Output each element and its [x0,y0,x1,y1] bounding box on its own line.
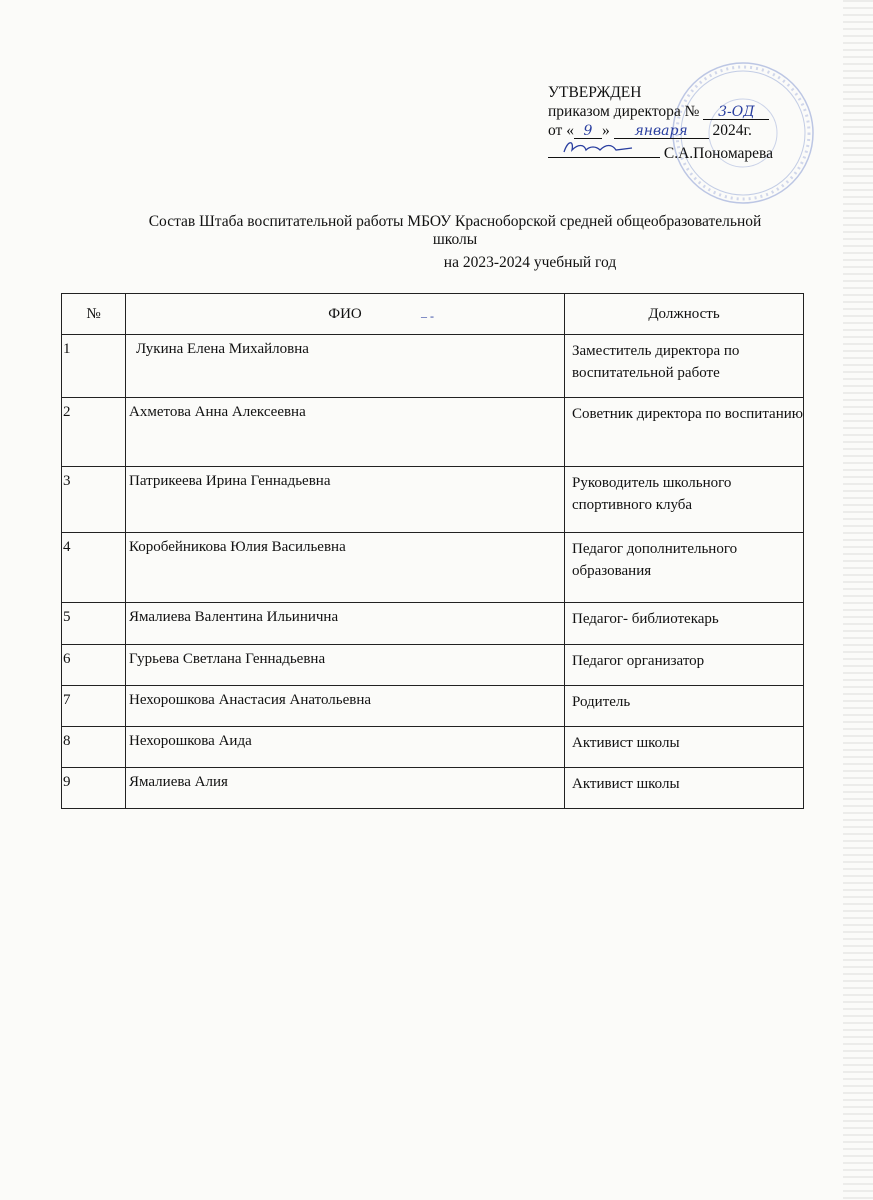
row-position: Активист школы [565,727,804,768]
column-header-fio [126,294,565,335]
table-row [62,398,804,467]
scan-edge-noise [843,0,873,1200]
row-number: 1 [62,335,126,398]
row-number: 4 [62,533,126,603]
date-day: 9 [574,124,602,139]
row-position: Руководитель школьного спортивного клуба [565,467,804,533]
row-fio: Ямалиева Алия [126,768,565,809]
date-month: января [614,124,709,139]
row-fio: Коробейникова Юлия Васильевна [126,533,565,603]
row-position: Активист школы [565,768,804,809]
signature-scribble [560,138,640,158]
column-header-number: № [62,294,126,335]
table-row [62,768,804,809]
approval-block [548,83,828,163]
date-year: 2024г. [712,122,752,139]
table-row [62,727,804,768]
order-prefix: приказом директора № [548,103,700,120]
table-row [62,335,804,398]
column-header-fio-label: ФИО [328,305,362,322]
row-number: 3 [62,467,126,533]
director-name: С.А.Пономарева [663,145,774,162]
row-position: Родитель [565,686,804,727]
row-position: Педагог дополнительного образования [565,533,804,603]
row-position: Педагог организатор [565,645,804,686]
approval-title: УТВЕРЖДЕН [548,84,642,101]
row-number: 6 [62,645,126,686]
order-line [548,102,828,121]
row-number: 5 [62,603,126,645]
column-header-position: Должность [565,294,804,335]
row-number: 8 [62,727,126,768]
table-row [62,686,804,727]
document-subtitle: на 2023-2024 учебный год [443,254,617,271]
row-fio: Патрикеева Ирина Геннадьевна [126,467,565,533]
row-fio: Ямалиева Валентина Ильинична [126,603,565,645]
row-number: 9 [62,768,126,809]
document-title: Состав Штаба воспитательной работы МБОУ Красноборской средней общеобразовательной школы [148,213,762,248]
date-prefix: от « [548,122,574,139]
table-row [62,603,804,645]
table-row [62,467,804,533]
row-position: Педагог- библиотекарь [565,603,804,645]
row-fio: Лукина Елена Михайловна [126,335,565,398]
table-row [62,533,804,603]
row-position: Заместитель директора по воспитательной работе [565,335,804,398]
date-mid: » [601,122,610,139]
table-row [62,645,804,686]
row-fio: Нехорошкова Аида [126,727,565,768]
row-fio: Нехорошкова Анастасия Анатольевна [126,686,565,727]
signature [548,140,660,158]
row-fio: Гурьева Светлана Геннадьевна [126,645,565,686]
row-fio: Ахметова Анна Алексеевна [126,398,565,467]
row-position: Советник директора по воспитанию [565,398,804,467]
pen-mark: – - [421,309,434,323]
order-number: 3-ОД [703,105,769,120]
signature-line [548,140,828,163]
row-number: 2 [62,398,126,467]
table-header-row [62,294,804,335]
row-number: 7 [62,686,126,727]
staff-table [61,293,804,809]
